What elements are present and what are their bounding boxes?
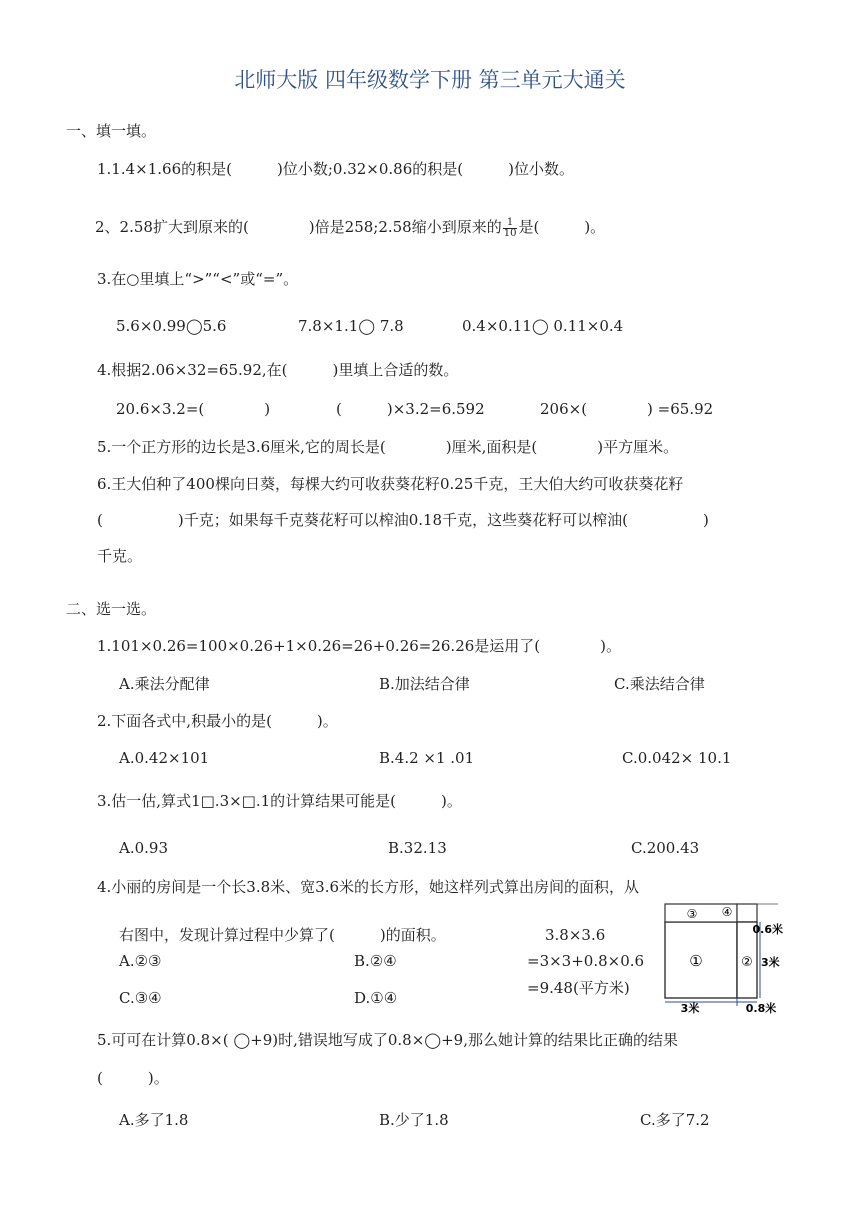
s1-q4-item-3: 206×( ) =65.92 <box>540 400 714 418</box>
s2-q5-option-c: C.多了7.2 <box>640 1111 710 1129</box>
s2-q1-option-c: C.乘法结合律 <box>614 675 705 693</box>
s2-question-3: 3.估一估,算式1□.3×□.1的计算结果可能是( )。 <box>97 792 462 810</box>
region-1-label: ① <box>689 952 703 970</box>
dim-right-label: 3米 <box>761 956 780 969</box>
fraction-denominator: 10 <box>503 227 517 239</box>
region-3-label: ③ <box>686 907 698 921</box>
s2-q2-option-a: A.0.42×101 <box>119 749 210 767</box>
s2-question-2: 2.下面各式中,积最小的是( )。 <box>97 712 338 730</box>
s1-question-6-line-2: ( )千克；如果每千克葵花籽可以榨油0.18千克，这些葵花籽可以榨油( ) <box>97 511 709 529</box>
s1-question-5: 5.一个正方形的边长是3.6厘米,它的周长是( )厘米,面积是( )平方厘米。 <box>97 438 679 456</box>
s2-q1-option-a: A.乘法分配律 <box>119 675 210 693</box>
fraction-numerator: 1 <box>503 218 518 229</box>
s1-question-3: 3.在○里填上“>”“<”或“=”。 <box>97 270 299 288</box>
s2-question-4-line-1: 4.小丽的房间是一个长3.8米、宽3.6米的长方形，她这样列式算出房间的面积，从 <box>97 878 640 896</box>
s1-q4-item-1: 20.6×3.2=( ) <box>116 400 271 418</box>
s2-q4-calc-line-1: 3.8×3.6 <box>545 926 606 944</box>
s1-question-6-line-3: 千克。 <box>97 547 143 565</box>
s2-q2-option-c: C.0.042× 10.1 <box>622 749 732 767</box>
s1-q4-item-2: ( )×3.2=6.592 <box>336 400 485 418</box>
s2-q4-calc-line-2: =3×3+0.8×0.6 <box>527 952 645 970</box>
room-area-figure <box>660 900 784 1014</box>
s2-q1-option-b: B.加法结合律 <box>379 675 470 693</box>
s2-question-4-line-2: 右图中，发现计算过程中少算了( )的面积。 <box>119 926 446 944</box>
s2-question-5-line-2: ( )。 <box>97 1069 169 1087</box>
s2-question-1: 1.101×0.26=100×0.26+1×0.26=26+0.26=26.26是运用了( )。 <box>97 637 621 655</box>
s1-q3-item-1: 5.6×0.99◯5.6 <box>116 317 227 335</box>
dim-top-label: 0.6米 <box>752 923 783 936</box>
s2-q4-option-d: D.①④ <box>354 989 398 1007</box>
s1-q2-after: 是( )。 <box>518 218 606 236</box>
s2-q5-option-b: B.少了1.8 <box>379 1111 449 1129</box>
section-1-heading: 一、填一填。 <box>66 122 157 140</box>
section-2-heading: 二、选一选。 <box>66 600 157 618</box>
s1-question-1: 1.1.4×1.66的积是( )位小数;0.32×0.86的积是( )位小数。 <box>97 160 574 178</box>
s2-q3-option-c: C.200.43 <box>631 839 700 857</box>
region-4-label: ④ <box>721 905 733 919</box>
s1-q3-item-2: 7.8×1.1◯ 7.8 <box>298 317 404 335</box>
s2-question-5-line-1: 5.可可在计算0.8×( ◯+9)时,错误地写成了0.8×◯+9,那么她计算的结果比正确的结果 <box>97 1031 678 1049</box>
s2-q3-option-b: B.32.13 <box>388 839 447 857</box>
s2-q5-option-a: A.多了1.8 <box>119 1111 189 1129</box>
s1-question-2 <box>95 217 605 239</box>
s1-q3-item-3: 0.4×0.11◯ 0.11×0.4 <box>462 317 624 335</box>
s2-q4-calc-line-3: =9.48(平方米) <box>527 979 630 997</box>
page-title: 北师大版 四年级数学下册 第三单元大通关 <box>234 68 626 92</box>
dim-bottom-right-label: 0.8米 <box>745 1002 777 1014</box>
s1-q2-before: 2、2.58扩大到原来的( )倍是258;2.58缩小到原来的 <box>95 218 502 236</box>
one-tenth-fraction <box>503 218 518 239</box>
s2-q2-option-b: B.4.2 ×1 .01 <box>379 749 475 767</box>
region-4-rect <box>737 904 757 922</box>
s2-q4-option-a: A.②③ <box>119 952 162 970</box>
s2-q4-option-b: B.②④ <box>354 952 397 970</box>
dim-bottom-left-label: 3米 <box>680 1002 700 1014</box>
region-2-label: ② <box>741 955 753 970</box>
s1-question-4: 4.根据2.06×32=65.92,在( )里填上合适的数。 <box>97 361 459 379</box>
s2-q4-option-c: C.③④ <box>119 989 162 1007</box>
s2-q3-option-a: A.0.93 <box>119 839 168 857</box>
s1-question-6-line-1: 6.王大伯种了400棵向日葵，每棵大约可收获葵花籽0.25千克，王大伯大约可收获葵花籽 <box>97 475 684 493</box>
